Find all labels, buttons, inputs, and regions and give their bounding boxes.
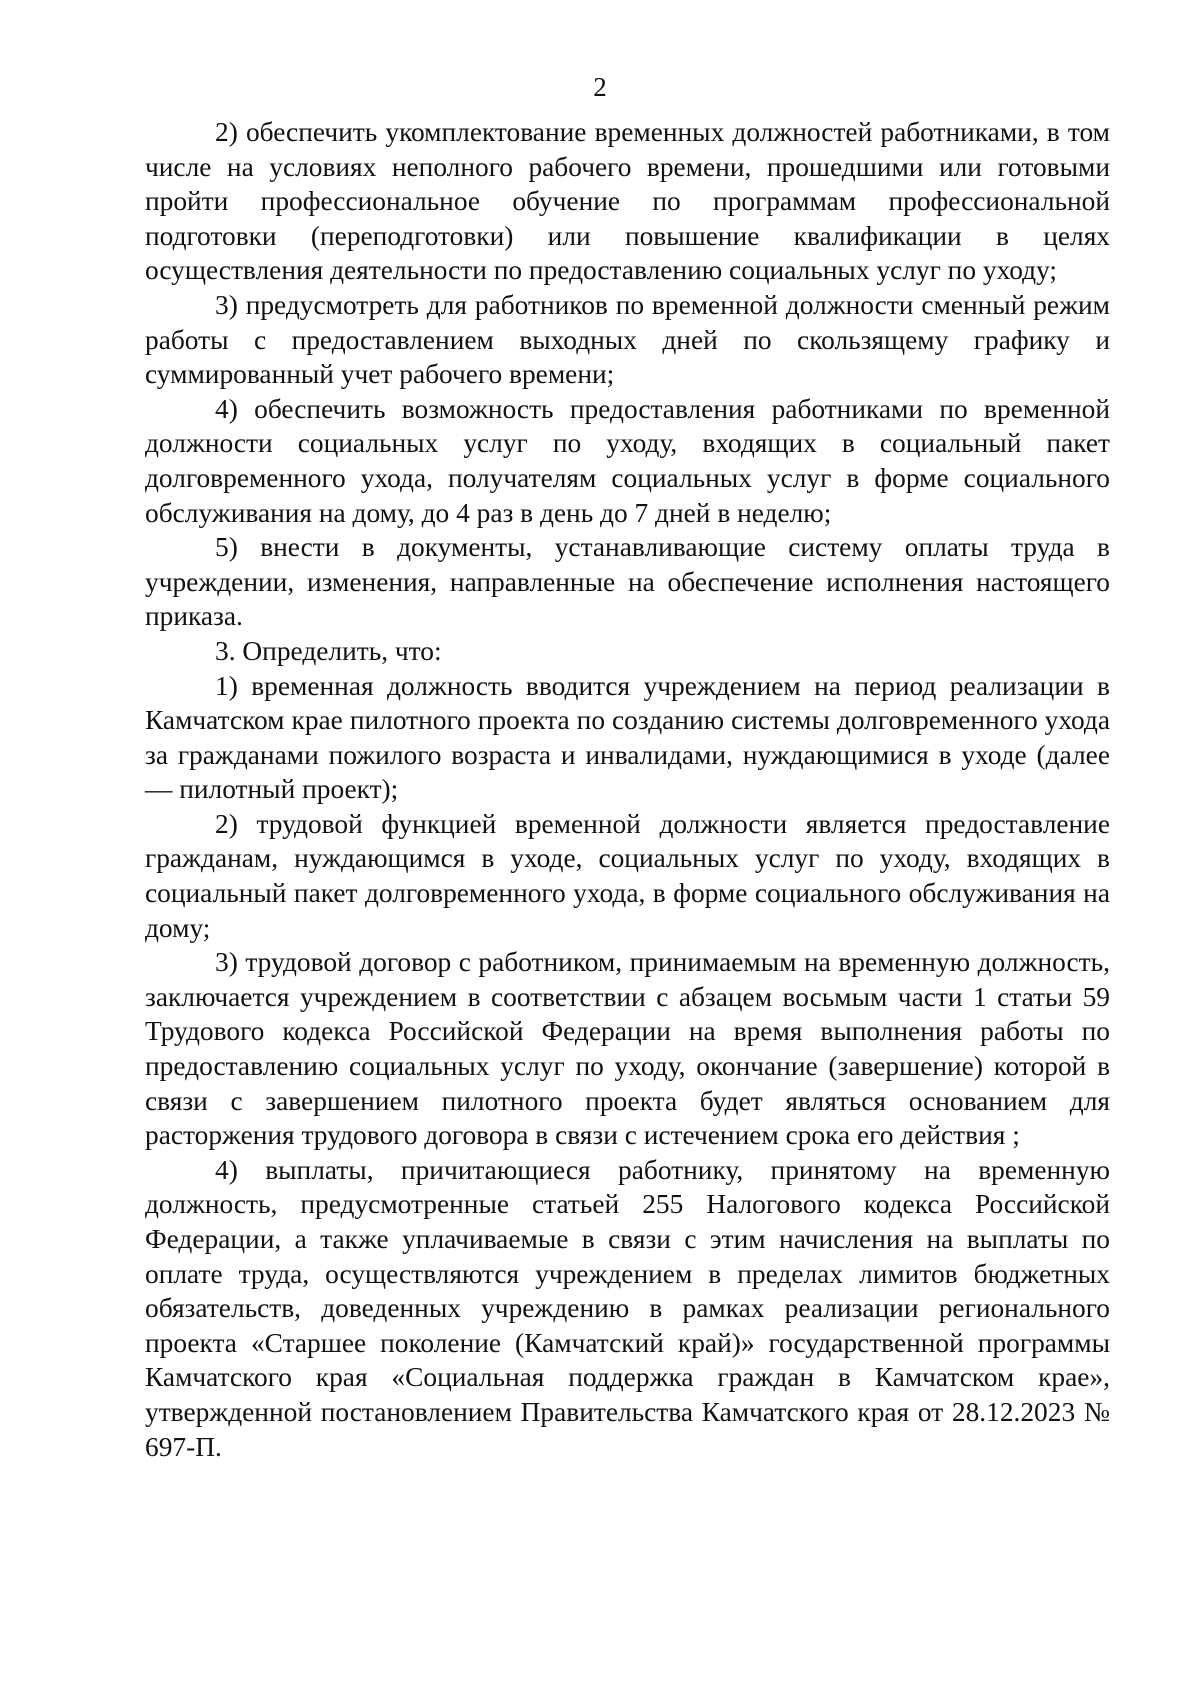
section-3-heading: 3. Определить, что: <box>215 635 442 666</box>
page-number: 2 <box>593 72 607 102</box>
paragraph-2-5: 5) внести в документы, устанавливающие систему оплаты труда в учреждении, изменения, направленные на обеспечение исполнения настоящего приказа. <box>145 532 1110 632</box>
paragraph-3-1: 1) временная должность вводится учреждением на период реализации в Камчатском крае пилотного проекта по созданию системы долговременного ухода за гражданами пожилого возраста и инвалидами, нуждающимися в уходе (далее — пилотный проект); <box>145 670 1110 805</box>
paragraph-3-4: 4) выплаты, причитающиеся работнику, принятому на временную должность, предусмотренные статьей 255 Налогового кодекса Российской Федерации, а также уплачиваемые в связи с этим начисления на выплаты по оплате труда, осуществляются учреждением в пределах лимитов бюджетных обязательств, доведенных учреждению в рамках реализации регионального проекта «Старшее поколение (Камчатский край)» государственной программы Камчатского края «Социальная поддержка граждан в Камчатском крае», утвержденной постановлением Правительства Камчатского края от 28.12.2023 № 697-П. <box>145 1154 1110 1462</box>
paragraph-2-2: 2) обеспечить укомплектование временных должностей работниками, в том числе на условиях неполного рабочего времени, прошедшими или готовыми пройти профессиональное обучение по программам профессиональной подготовки (переподготовки) или повышение квалификации в целях осуществления деятельности по предоставлению социальных услуг по уходу; <box>145 117 1110 286</box>
paragraph-2-3: 3) предусмотреть для работников по временной должности сменный режим работы с предоставлением выходных дней по скользящему графику и суммированный учет рабочего времени; <box>145 289 1110 390</box>
paragraph-3-3: 3) трудовой договор с работником, принимаемым на временную должность, заключается учреждением в соответствии с абзацем восьмым части 1 статьи 59 Трудового кодекса Российской Федерации на время выполнения работы по предоставлению социальных услуг по уходу, окончание (завершение) которой в связи с завершением пилотного проекта будет являться основанием для расторжения трудового договора в связи с истечением срока его действия ; <box>145 947 1110 1151</box>
paragraph-3-2: 2) трудовой функцией временной должности является предоставление гражданам, нуждающимся в уходе, социальных услуг по уходу, входящих в социальный пакет долговременного ухода, в форме социального обслуживания на дому; <box>145 808 1110 943</box>
paragraph-2-4: 4) обеспечить возможность предоставления работниками по временной должности социальных услуг по уходу, входящих в социальный пакет долговременного ухода, получателям социальных услуг в форме социального обслуживания на дому, до 4 раз в день до 7 дней в неделю; <box>145 393 1110 528</box>
document-body <box>145 115 1110 1464</box>
